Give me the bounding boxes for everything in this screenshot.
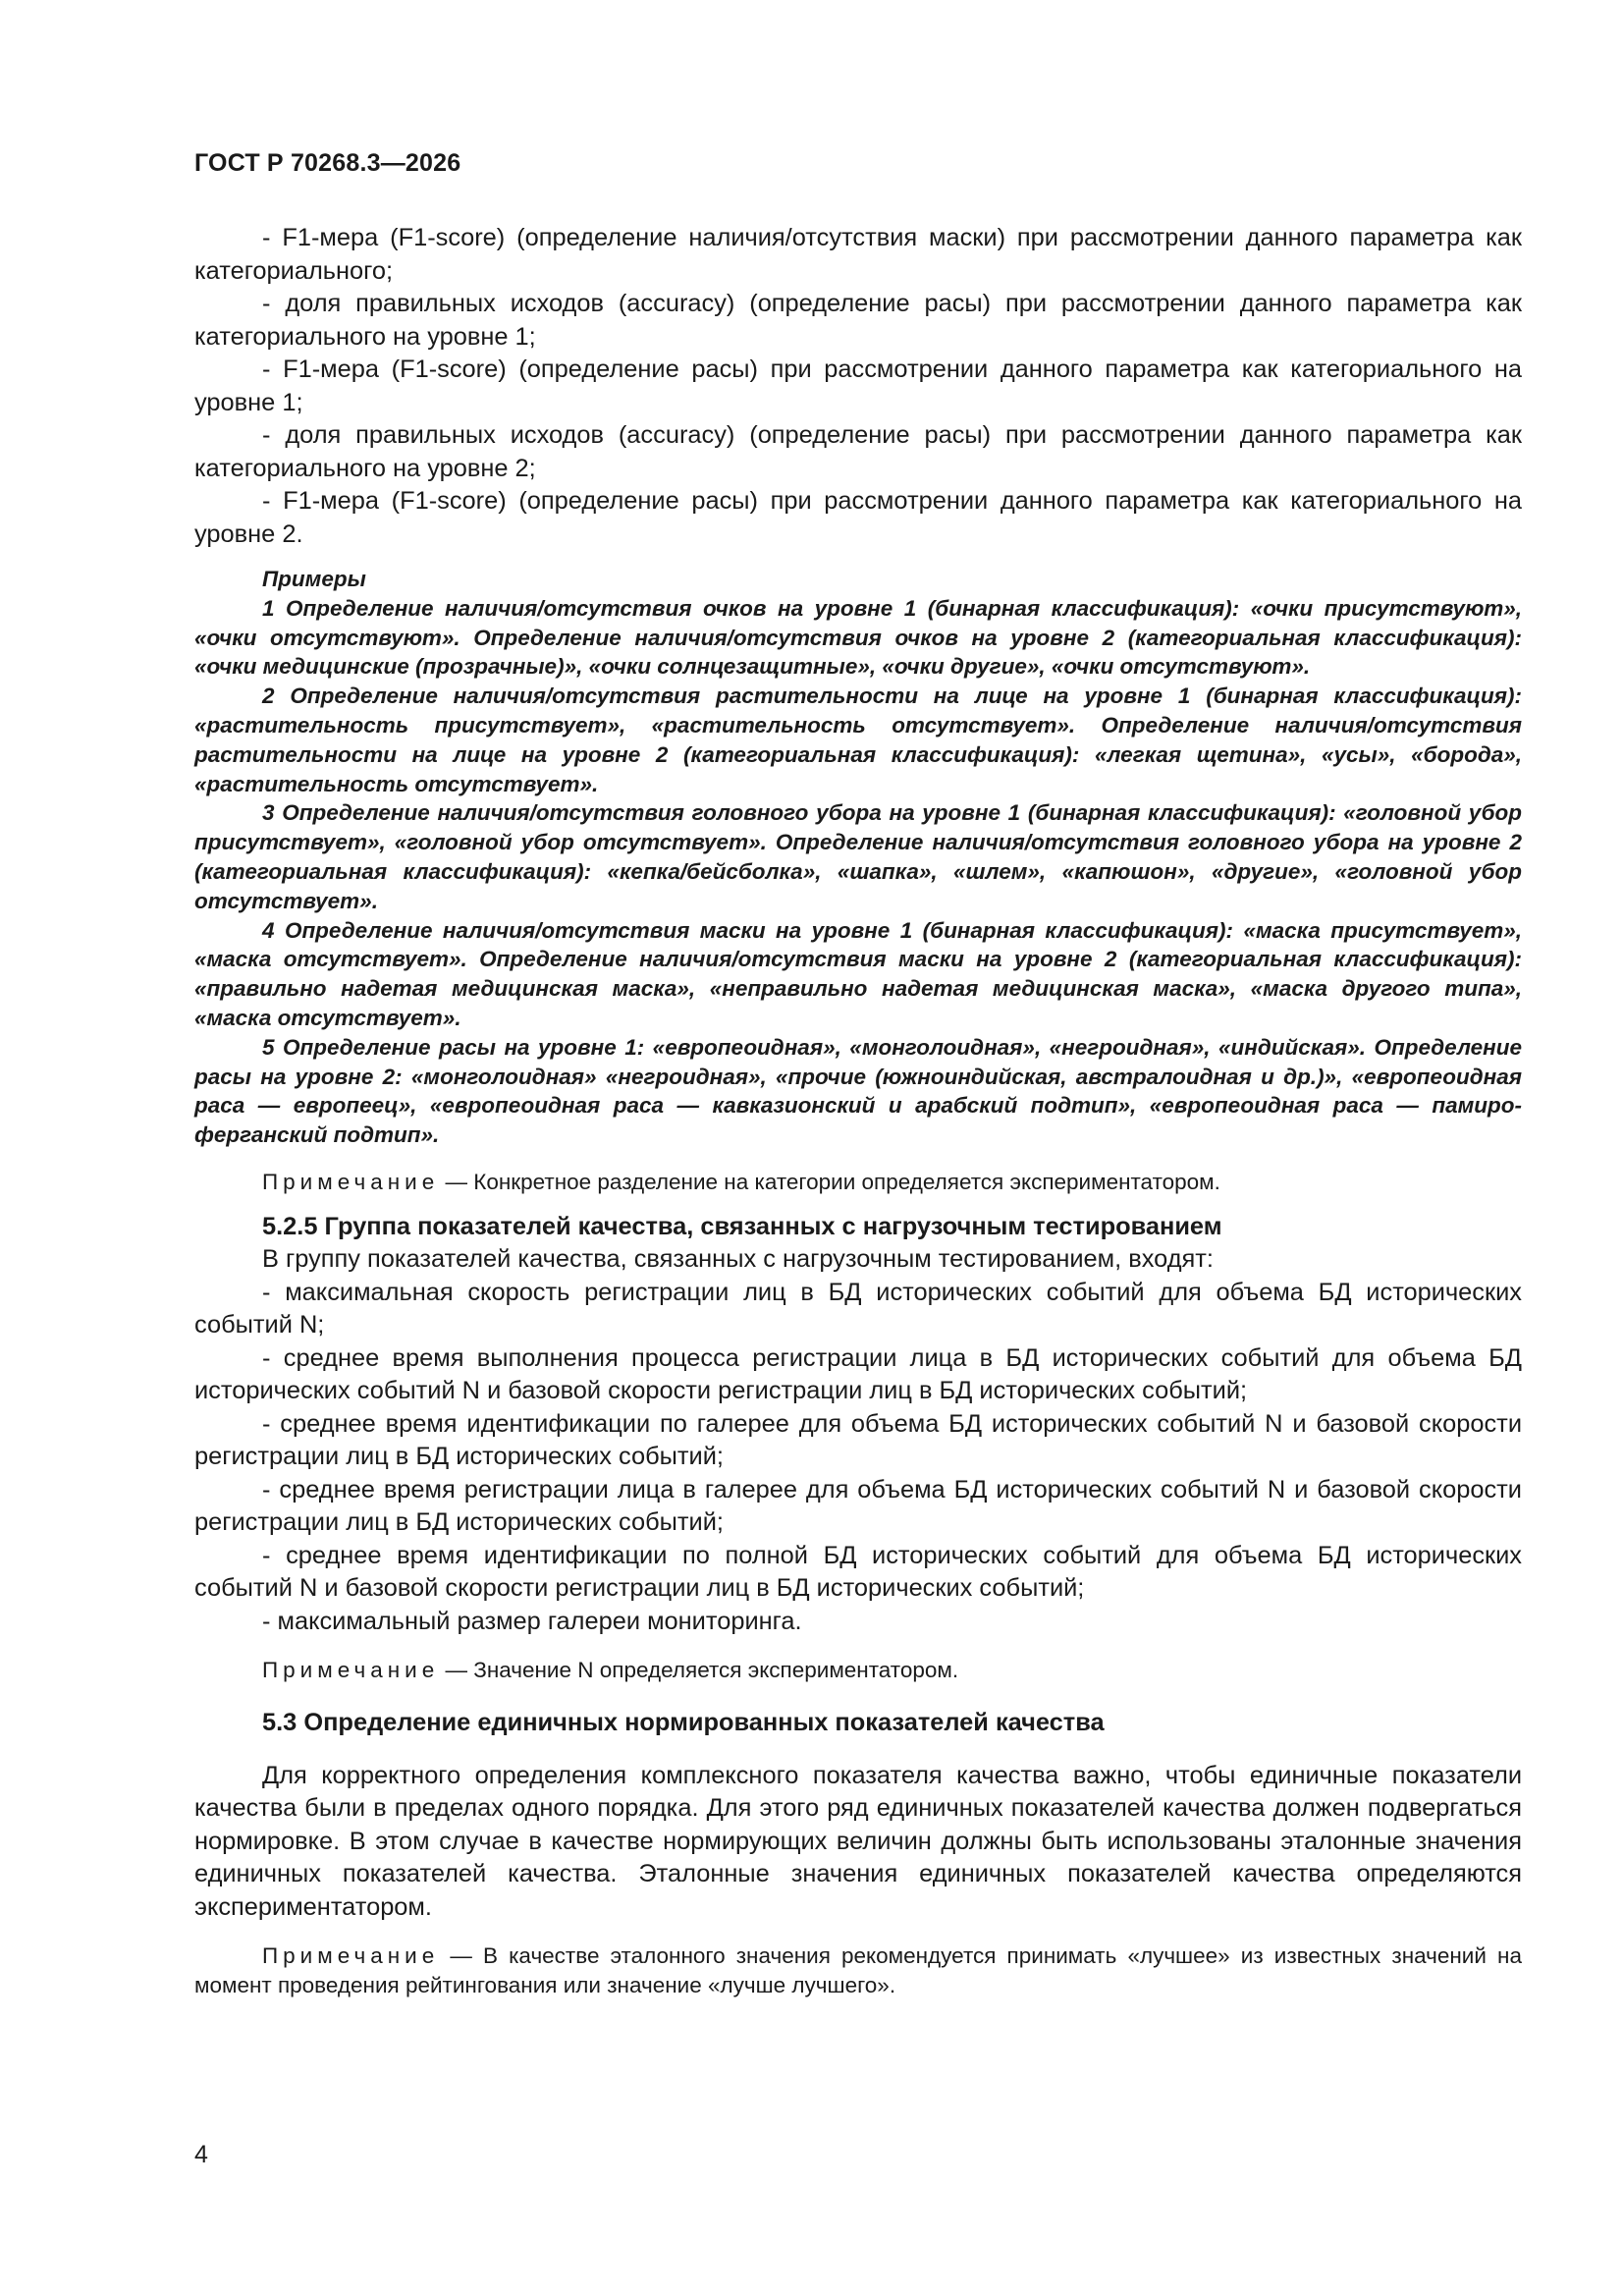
list-item: - среднее время выполнения процесса регистрации лица в БД исторических событий для объема БД исторических событий N и базовой скорости регистрации лиц в БД исторических событий; <box>194 1343 1522 1405</box>
example-item: 4 Определение наличия/отсутствия маски на уровне 1 (бинарная классификация): «маска присутствует», «маска отсутствует». Определение наличия/отсутствия маски на уровне 2 (категориальная классификация): «правильно надетая медицинская маска», «неправильно надетая медицинская маска», «маска другого типа», «маска отсутствует». <box>194 917 1522 1030</box>
note <box>194 1941 1522 2000</box>
note-label: Примечание <box>262 1943 440 1969</box>
example-item: 1 Определение наличия/отсутствия очков на уровне 1 (бинарная классификация): «очки присутствуют», «очки отсутствуют». Определение наличия/отсутствия очков на уровне 2 (категориальная классификация): «очки медицинские (прозрачные)», «очки солнцезащитные», «очки другие», «очки отсутствуют». <box>194 595 1522 680</box>
example-item: 2 Определение наличия/отсутствия растительности на лице на уровне 1 (бинарная классификация): «растительность присутствует», «растительность отсутствует». Определение наличия/отсутствия растительности на лице на уровне 2 (категориальная классификация): «легкая щетина», «усы», «борода», «растительность отсутствует». <box>194 683 1522 796</box>
list-item: - максимальная скорость регистрации лиц в БД исторических событий для объема БД исторических событий N; <box>194 1278 1522 1339</box>
note-label: Примечание <box>262 1658 440 1683</box>
note-text: — В качестве эталонного значения рекомендуется принимать «лучшее» из известных значений на момент проведения рейтингования или значение «лучше лучшего». <box>194 1943 1522 1997</box>
list-item: - среднее время идентификации по галерее для объема БД исторических событий N и базовой скорости регистрации лиц в БД исторических событий; <box>194 1409 1522 1471</box>
list-item: - F1-мера (F1-score) (определение расы) при рассмотрении данного параметра как категориального на уровне 2. <box>194 487 1522 548</box>
section-paragraph: Для корректного определения комплексного показателя качества важно, чтобы единичные показатели качества были в пределах одного порядка. Для этого ряд единичных показателей качества должен подвергаться нормировке. В этом случае в качестве нормирующих величин должны быть использованы эталонные значения единичных показателей качества. Эталонные значения единичных показателей качества определяются экспериментатором. <box>194 1761 1522 1921</box>
list-item: - доля правильных исходов (accuracy) (определение расы) при рассмотрении данного параметра как категориального на уровне 1; <box>194 290 1522 351</box>
page-number: 4 <box>194 2141 208 2168</box>
list-item: - среднее время идентификации по полной БД исторических событий для объема БД исторических событий N и базовой скорости регистрации лиц в БД исторических событий; <box>194 1541 1522 1603</box>
list-item: - доля правильных исходов (accuracy) (определение расы) при рассмотрении данного параметра как категориального на уровне 2; <box>194 421 1522 482</box>
standard-id-header: ГОСТ Р 70268.3—2026 <box>194 149 461 177</box>
note <box>194 1656 1522 1685</box>
list-item: - F1-мера (F1-score) (определение расы) при рассмотрении данного параметра как категориального на уровне 1; <box>194 355 1522 416</box>
list-item: - максимальный размер галереи мониторинга. <box>262 1607 802 1635</box>
section-heading-5-3: 5.3 Определение единичных нормированных показателей качества <box>262 1709 1105 1737</box>
example-item: 3 Определение наличия/отсутствия головного убора на уровне 1 (бинарная классификация): «головной убор присутствует», «головной убор отсутствует». Определение наличия/отсутствия головного убора на уровне 2 (категориальная классификация): «кепка/бейсболка», «шапка», «шлем», «капюшон», «другие», «головной убор отсутствует». <box>194 800 1522 913</box>
page-content <box>194 222 1522 2000</box>
list-item: - среднее время регистрации лица в галерее для объема БД исторических событий N и базовой скорости регистрации лиц в БД исторических событий; <box>194 1475 1522 1537</box>
list-item: - F1-мера (F1-score) (определение наличия/отсутствия маски) при рассмотрении данного параметра как категориального; <box>194 224 1522 285</box>
note-text: — Конкретное разделение на категории определяется экспериментатором. <box>439 1169 1220 1194</box>
note-text: — Значение N определяется экспериментатором. <box>439 1658 959 1683</box>
examples-block <box>194 565 1522 1150</box>
note <box>194 1168 1522 1197</box>
note-label: Примечание <box>262 1169 440 1194</box>
section-intro: В группу показателей качества, связанных с нагрузочным тестированием, входят: <box>262 1245 1214 1274</box>
examples-title: Примеры <box>262 567 366 591</box>
example-item: 5 Определение расы на уровне 1: «европеоидная», «монголоидная», «негроидная», «индийская». Определение расы на уровне 2: «монголоидная» «негроидная», «прочие (южноиндийская, австралоидная и др.)», «европеоидная раса — европеец», «европеоидная раса — кавказионский и арабский подтип», «европеоидная раса — памиро-ферганский подтип». <box>194 1034 1522 1148</box>
section-heading-5-2-5: 5.2.5 Группа показателей качества, связанных с нагрузочным тестированием <box>262 1212 1222 1240</box>
